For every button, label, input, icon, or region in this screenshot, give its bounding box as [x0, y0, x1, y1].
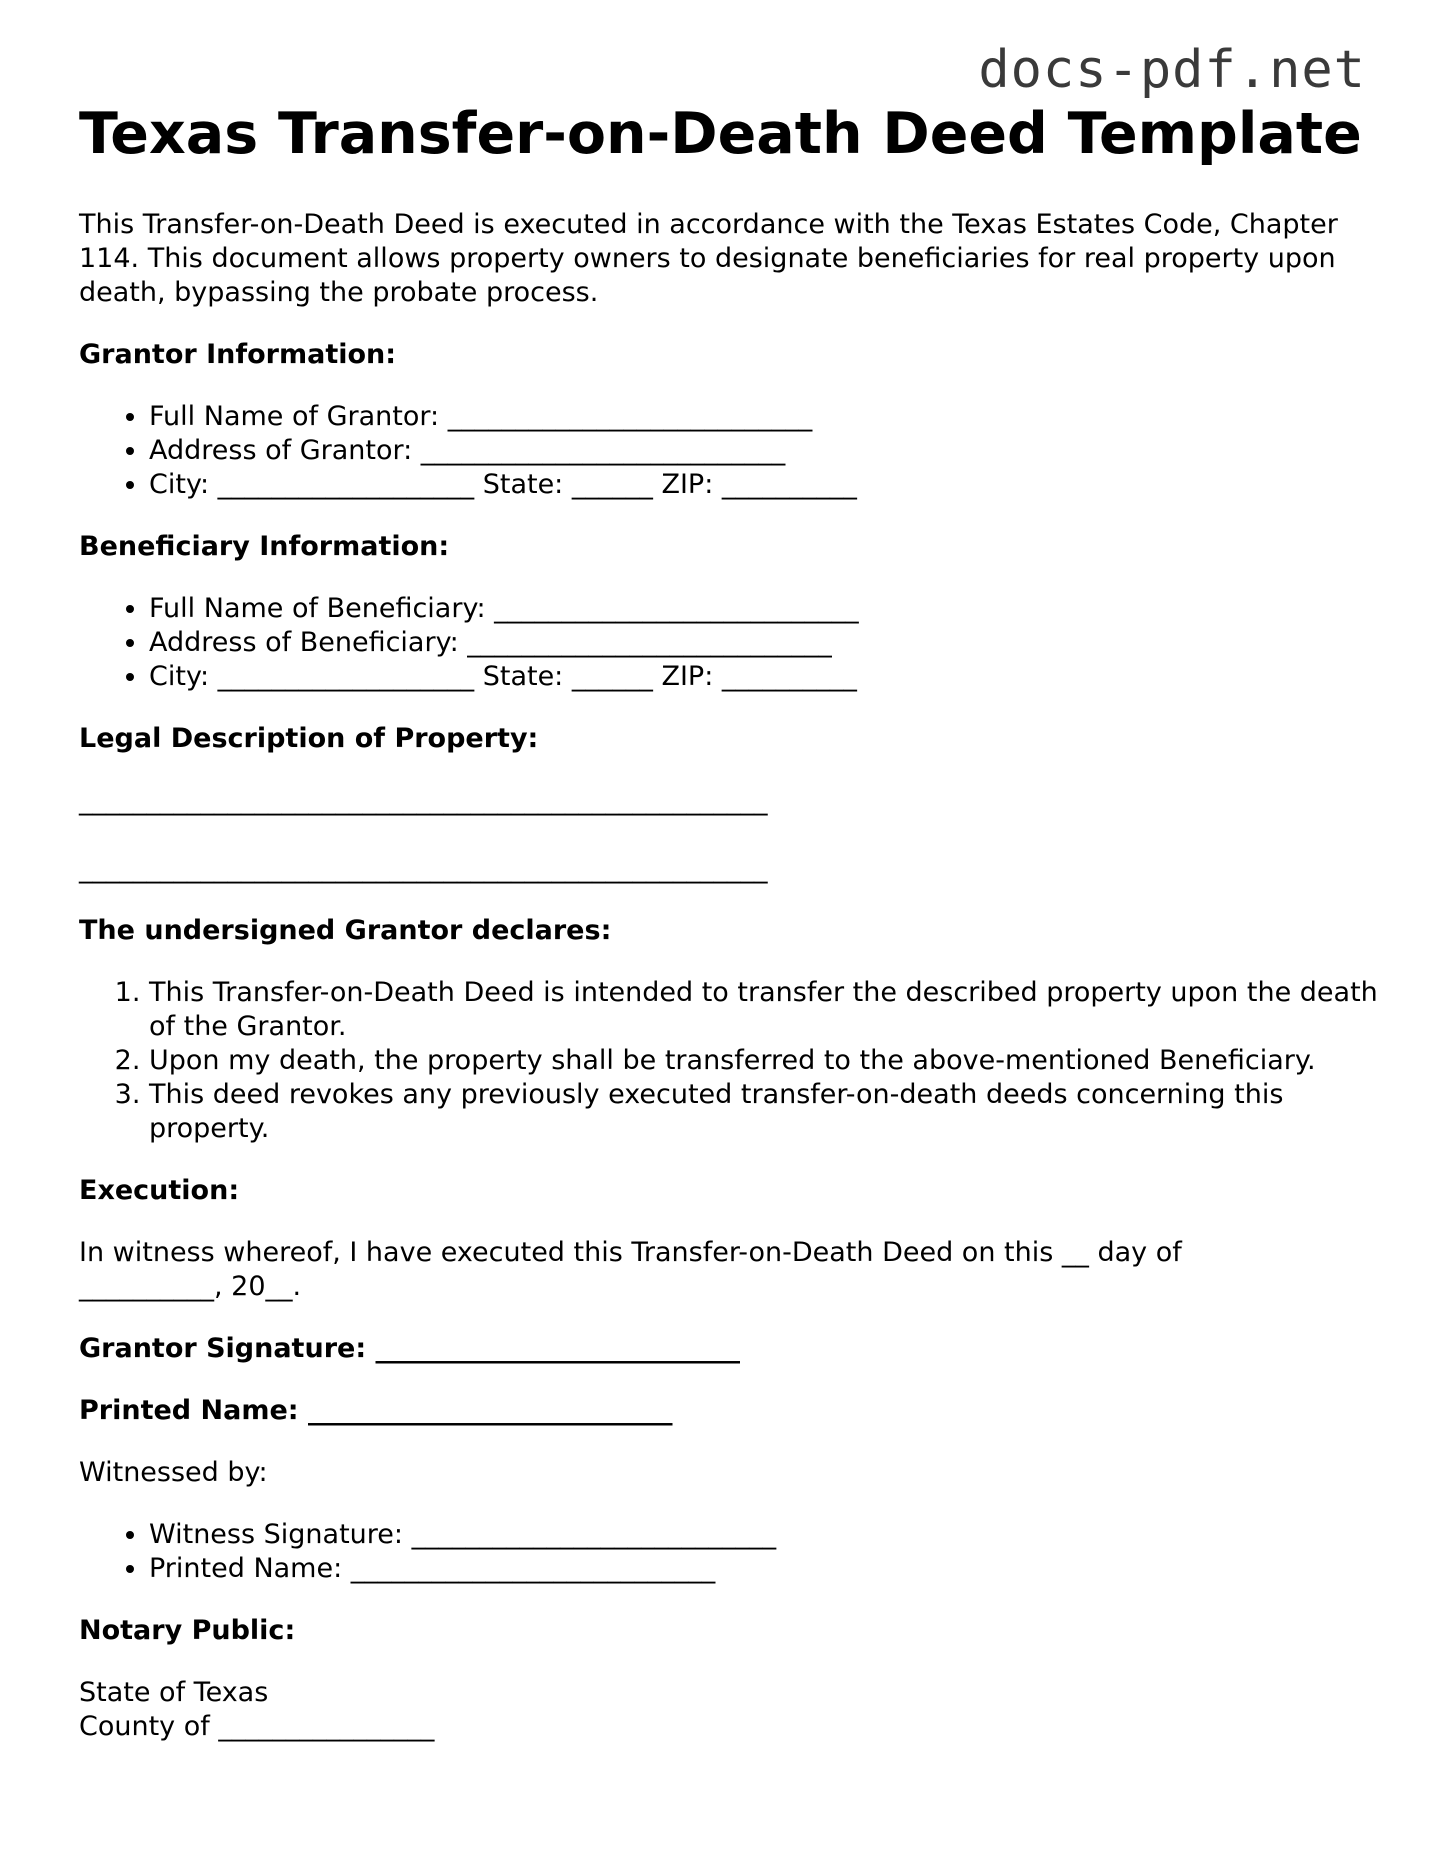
- beneficiary-list: [79, 592, 1379, 694]
- beneficiary-heading: Beneficiary Information:: [79, 531, 450, 563]
- grantor-heading: Grantor Information:: [79, 339, 397, 371]
- witness-signature-field: • Witness Signature: ___________________________: [149, 1518, 1379, 1552]
- intro-paragraph: This Transfer-on-Death Deed is executed in accordance with the Texas Estates Code, Chapter 114. This document allows property owners to designate beneficiaries for real property upon death, bypassing the probate process.: [79, 209, 1338, 309]
- declaration-item-3: 3. This deed revokes any previously executed transfer-on-death deeds concerning this property.: [149, 1078, 1379, 1146]
- notary-block: [79, 1676, 1379, 1744]
- document-page: [79, 100, 1379, 1744]
- witness-printed-name-field: • Printed Name: ___________________________: [149, 1552, 1379, 1586]
- legal-description-line-2: ___________________________________________________: [79, 853, 768, 885]
- notary-heading: Notary Public:: [79, 1615, 296, 1647]
- printed-name-line: Printed Name: ___________________________: [79, 1395, 673, 1427]
- notary-state: State of Texas: [79, 1677, 269, 1709]
- declaration-item-1: 1. This Transfer-on-Death Deed is intended to transfer the described property upon the death of the Grantor.: [149, 976, 1379, 1044]
- grantor-city-state-zip-field: • City: ___________________ State: ______ ZIP: __________: [149, 468, 1379, 502]
- witness-list: [79, 1518, 1379, 1586]
- execution-statement: In witness whereof, I have executed this Transfer-on-Death Deed on this __ day of __________, 20__.: [79, 1237, 1182, 1303]
- document-title: Texas Transfer-on-Death Deed Template: [79, 101, 1362, 167]
- notary-county: County of ________________: [79, 1711, 435, 1743]
- declarations-heading: The undersigned Grantor declares:: [79, 915, 612, 947]
- witnessed-by-label: Witnessed by:: [79, 1457, 268, 1489]
- declarations-list: [79, 976, 1379, 1146]
- grantor-full-name-field: • Full Name of Grantor: ___________________________: [149, 400, 1379, 434]
- execution-heading: Execution:: [79, 1175, 240, 1207]
- legal-description-heading: Legal Description of Property:: [79, 723, 539, 755]
- legal-description-line-1: ___________________________________________________: [79, 785, 768, 817]
- beneficiary-full-name-field: • Full Name of Beneficiary: ___________________________: [149, 592, 1379, 626]
- beneficiary-city-state-zip-field: • City: ___________________ State: ______ ZIP: __________: [149, 660, 1379, 694]
- watermark: docs-pdf.net: [978, 40, 1366, 100]
- grantor-signature-line: Grantor Signature: ___________________________: [79, 1333, 741, 1365]
- declaration-item-2: 2. Upon my death, the property shall be transferred to the above-mentioned Beneficiary.: [149, 1044, 1379, 1078]
- beneficiary-address-field: • Address of Beneficiary: ___________________________: [149, 626, 1379, 660]
- grantor-address-field: • Address of Grantor: ___________________________: [149, 434, 1379, 468]
- grantor-list: [79, 400, 1379, 502]
